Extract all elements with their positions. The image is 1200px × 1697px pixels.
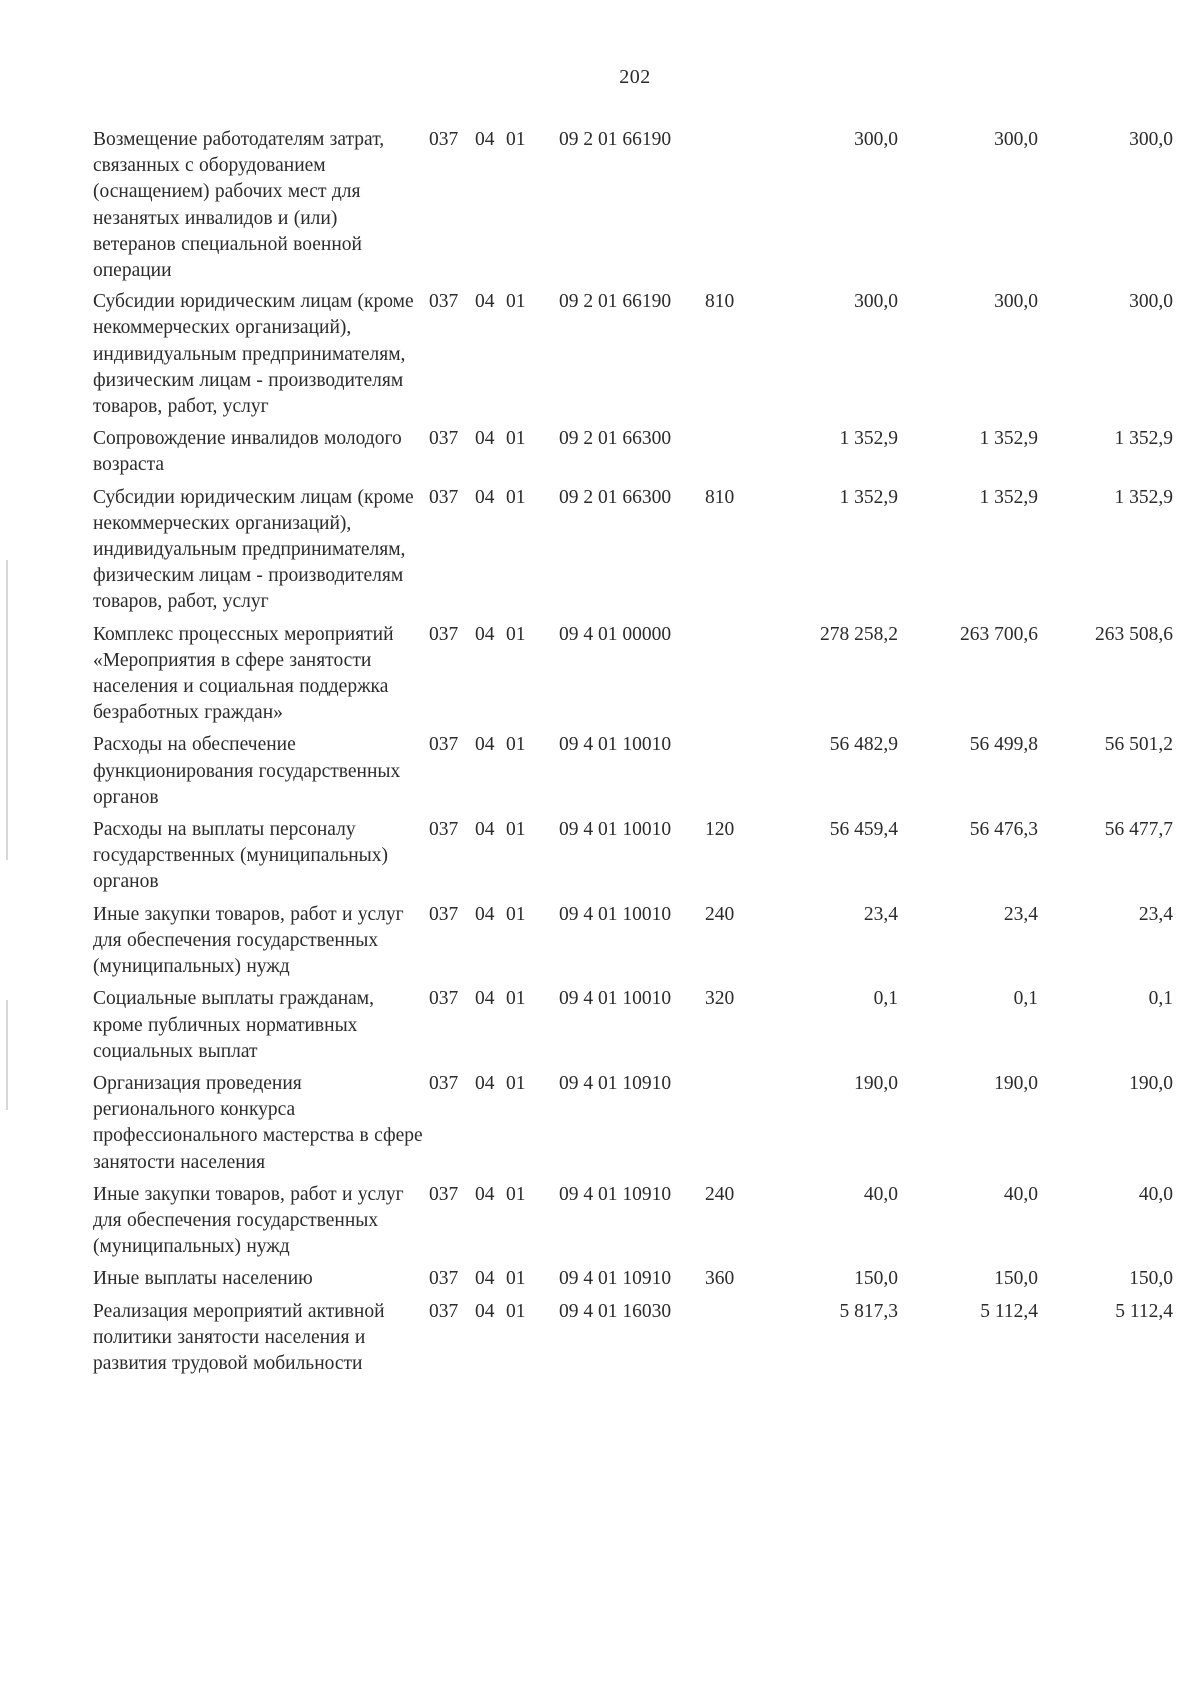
row-ved-code: 037 (429, 1072, 459, 1094)
row-amount-year-2: 300,0 (994, 291, 1038, 313)
row-section-code: 04 (475, 1268, 495, 1290)
row-amount-year-1: 23,4 (863, 903, 898, 925)
row-amount-year-2: 150,0 (994, 1268, 1038, 1290)
row-subsection-code: 01 (506, 623, 526, 645)
row-subsection-code: 01 (506, 734, 526, 756)
table-row (93, 1299, 1173, 1378)
row-section-code: 04 (475, 291, 495, 313)
row-amount-year-3: 300,0 (1129, 291, 1173, 313)
row-name: Расходы на обеспечение функционирования государственных органов (93, 734, 401, 808)
row-ved-code: 037 (429, 903, 459, 925)
row-target-article: 09 4 01 10010 (559, 819, 672, 841)
table-row (93, 902, 1173, 981)
row-expense-type: 240 (705, 1183, 735, 1205)
row-section-code: 04 (475, 1300, 495, 1322)
row-section-code: 04 (475, 129, 495, 150)
row-expense-type: 810 (705, 486, 735, 508)
row-subsection-code: 01 (506, 1183, 526, 1205)
row-target-article: 09 4 01 00000 (559, 623, 672, 645)
row-amount-year-2: 5 112,4 (980, 1300, 1038, 1322)
row-amount-year-2: 0,1 (1013, 988, 1038, 1010)
table-row (93, 289, 1173, 420)
row-amount-year-1: 278 258,2 (820, 623, 898, 645)
row-expense-type: 360 (705, 1268, 735, 1290)
row-ved-code: 037 (429, 129, 459, 150)
row-amount-year-1: 5 817,3 (839, 1300, 898, 1322)
row-expense-type: 120 (705, 819, 735, 841)
row-expense-type: 240 (705, 903, 735, 925)
row-amount-year-3: 56 477,7 (1104, 819, 1173, 841)
row-amount-year-2: 300,0 (994, 129, 1038, 150)
row-name: Иные закупки товаров, работ и услуг для обеспечения государственных (муниципальных) нужд (93, 903, 404, 978)
row-section-code: 04 (475, 988, 495, 1010)
row-ved-code: 037 (429, 988, 459, 1010)
page-number: 202 (619, 66, 651, 88)
row-section-code: 04 (475, 623, 495, 645)
table-row (93, 732, 1173, 811)
row-amount-year-2: 56 499,8 (969, 734, 1038, 756)
row-amount-year-3: 1 352,9 (1114, 486, 1173, 508)
row-amount-year-3: 190,0 (1129, 1072, 1173, 1094)
row-expense-type: 810 (705, 291, 735, 313)
row-amount-year-3: 1 352,9 (1114, 428, 1173, 450)
row-amount-year-3: 5 112,4 (1115, 1300, 1173, 1322)
row-amount-year-3: 150,0 (1129, 1268, 1173, 1290)
row-ved-code: 037 (429, 623, 459, 645)
row-amount-year-2: 56 476,3 (969, 819, 1038, 841)
row-name: Реализация мероприятий активной политики занятости населения и развития трудовой мобильности (93, 1300, 385, 1374)
row-target-article: 09 2 01 66190 (559, 129, 672, 150)
table-row (93, 622, 1173, 727)
row-amount-year-1: 1 352,9 (839, 486, 898, 508)
row-section-code: 04 (475, 486, 495, 508)
row-expense-type: 320 (705, 988, 735, 1010)
row-amount-year-2: 1 352,9 (979, 486, 1038, 508)
row-amount-year-1: 56 482,9 (829, 734, 898, 756)
row-amount-year-2: 1 352,9 (979, 428, 1038, 450)
row-name: Иные выплаты населению (93, 1268, 313, 1290)
row-subsection-code: 01 (506, 988, 526, 1010)
row-subsection-code: 01 (506, 1072, 526, 1094)
row-ved-code: 037 (429, 428, 459, 450)
row-target-article: 09 2 01 66300 (559, 428, 672, 450)
row-amount-year-1: 300,0 (854, 129, 898, 150)
row-subsection-code: 01 (506, 291, 526, 313)
row-amount-year-2: 40,0 (1003, 1183, 1038, 1205)
row-subsection-code: 01 (506, 1268, 526, 1290)
row-target-article: 09 2 01 66300 (559, 486, 672, 508)
table-row (93, 817, 1173, 896)
row-section-code: 04 (475, 1183, 495, 1205)
row-subsection-code: 01 (506, 486, 526, 508)
row-ved-code: 037 (429, 734, 459, 756)
row-amount-year-3: 263 508,6 (1095, 623, 1173, 645)
row-name: Субсидии юридическим лицам (кроме некоммерческих организаций), индивидуальным предпринимателям, физическим лицам - производителям товаров, работ, услуг (93, 291, 414, 418)
row-ved-code: 037 (429, 1300, 459, 1322)
row-amount-year-1: 0,1 (873, 988, 898, 1010)
row-subsection-code: 01 (506, 1300, 526, 1322)
row-name: Комплекс процессных мероприятий «Мероприятия в сфере занятости населения и социальная поддержка безработных граждан» (93, 623, 394, 724)
table-row (93, 127, 1173, 284)
scan-edge-mark (6, 560, 8, 860)
row-section-code: 04 (475, 428, 495, 450)
row-amount-year-2: 263 700,6 (960, 623, 1038, 645)
row-amount-year-1: 150,0 (854, 1268, 898, 1290)
row-subsection-code: 01 (506, 903, 526, 925)
row-target-article: 09 4 01 10010 (559, 988, 672, 1010)
row-subsection-code: 01 (506, 129, 526, 150)
row-target-article: 09 4 01 10010 (559, 734, 672, 756)
row-ved-code: 037 (429, 819, 459, 841)
row-target-article: 09 4 01 10910 (559, 1268, 672, 1290)
row-target-article: 09 4 01 10910 (559, 1072, 672, 1094)
row-name: Возмещение работодателям затрат, связанных с оборудованием (оснащением) рабочих мест для незанятых инвалидов и (или) ветеранов специальной военной операции (93, 129, 385, 282)
row-target-article: 09 4 01 10910 (559, 1183, 672, 1205)
row-name: Субсидии юридическим лицам (кроме некоммерческих организаций), индивидуальным предпринимателям, физическим лицам - производителям товаров, работ, услуг (93, 486, 414, 613)
row-amount-year-1: 40,0 (863, 1183, 898, 1205)
row-amount-year-3: 300,0 (1129, 129, 1173, 150)
row-name: Социальные выплаты гражданам, кроме публичных нормативных социальных выплат (93, 988, 375, 1062)
row-amount-year-1: 300,0 (854, 291, 898, 313)
table-row (93, 1071, 1173, 1176)
table-row (93, 1182, 1173, 1261)
row-ved-code: 037 (429, 1183, 459, 1205)
row-section-code: 04 (475, 819, 495, 841)
row-name: Сопровождение инвалидов молодого возраста (93, 428, 402, 476)
table-row (93, 485, 1173, 616)
budget-table (93, 127, 1173, 1377)
row-section-code: 04 (475, 1072, 495, 1094)
row-amount-year-2: 23,4 (1003, 903, 1038, 925)
row-subsection-code: 01 (506, 819, 526, 841)
row-amount-year-1: 1 352,9 (839, 428, 898, 450)
row-target-article: 09 4 01 16030 (559, 1300, 672, 1322)
row-section-code: 04 (475, 734, 495, 756)
table-row (93, 986, 1173, 1065)
table-row (93, 1266, 1173, 1292)
row-amount-year-1: 190,0 (854, 1072, 898, 1094)
row-amount-year-1: 56 459,4 (829, 819, 898, 841)
row-target-article: 09 2 01 66190 (559, 291, 672, 313)
row-ved-code: 037 (429, 291, 459, 313)
row-amount-year-3: 23,4 (1138, 903, 1173, 925)
table-row (93, 426, 1173, 478)
row-amount-year-3: 40,0 (1138, 1183, 1173, 1205)
row-name: Расходы на выплаты персоналу государственных (муниципальных) органов (93, 819, 389, 893)
row-name: Иные закупки товаров, работ и услуг для обеспечения государственных (муниципальных) нужд (93, 1183, 404, 1258)
row-section-code: 04 (475, 903, 495, 925)
row-amount-year-3: 0,1 (1148, 988, 1173, 1010)
row-target-article: 09 4 01 10010 (559, 903, 672, 925)
row-amount-year-2: 190,0 (994, 1072, 1038, 1094)
row-subsection-code: 01 (506, 428, 526, 450)
scan-edge-mark (6, 1000, 8, 1110)
row-name: Организация проведения регионального конкурса профессионального мастерства в сфере занятости населения (93, 1072, 423, 1173)
row-ved-code: 037 (429, 486, 459, 508)
row-amount-year-3: 56 501,2 (1104, 734, 1173, 756)
row-ved-code: 037 (429, 1268, 459, 1290)
